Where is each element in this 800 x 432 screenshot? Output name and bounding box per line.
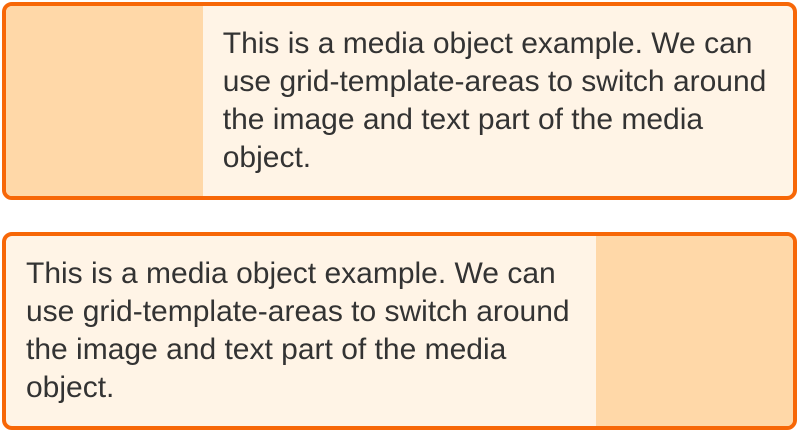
media-image-placeholder — [6, 6, 203, 197]
media-text: This is a media object example. We can use grid-template-areas to switch around the image and text part of the media object. — [26, 257, 570, 404]
media-image-placeholder — [596, 236, 793, 427]
media-object-card-image-right — [2, 232, 797, 430]
media-object-card-image-left — [2, 2, 797, 200]
media-text: This is a media object example. We can use grid-template-areas to switch around the image and text part of the media object. — [222, 27, 767, 174]
